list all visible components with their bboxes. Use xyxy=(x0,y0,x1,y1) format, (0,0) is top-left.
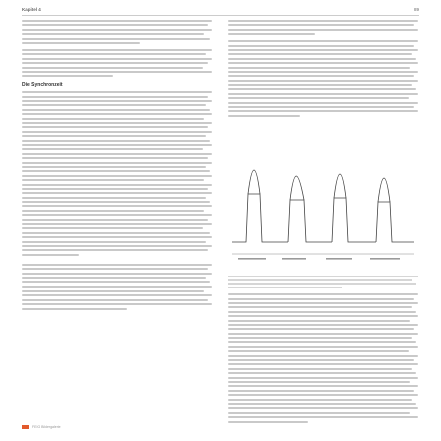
timing-diagram xyxy=(228,122,418,272)
header-rule xyxy=(22,15,419,16)
left-column xyxy=(22,20,212,315)
paragraph xyxy=(228,40,418,117)
paragraph xyxy=(228,293,418,422)
chapter-label: Kapitel 4 xyxy=(22,7,41,12)
footer-label: FEIG Bildergalerie xyxy=(32,425,61,429)
paragraph xyxy=(22,20,212,44)
section-heading: Die Synchronzeit xyxy=(22,82,63,89)
timing-diagram-figure xyxy=(228,122,418,272)
paragraph xyxy=(22,91,212,255)
paragraph xyxy=(22,264,212,310)
figure-caption xyxy=(228,276,418,288)
page-footer xyxy=(22,425,61,429)
publisher-logo-icon xyxy=(22,425,29,429)
page-number: 89 xyxy=(413,7,419,12)
right-column xyxy=(228,20,418,428)
paragraph xyxy=(228,20,418,35)
paragraph xyxy=(22,49,212,77)
